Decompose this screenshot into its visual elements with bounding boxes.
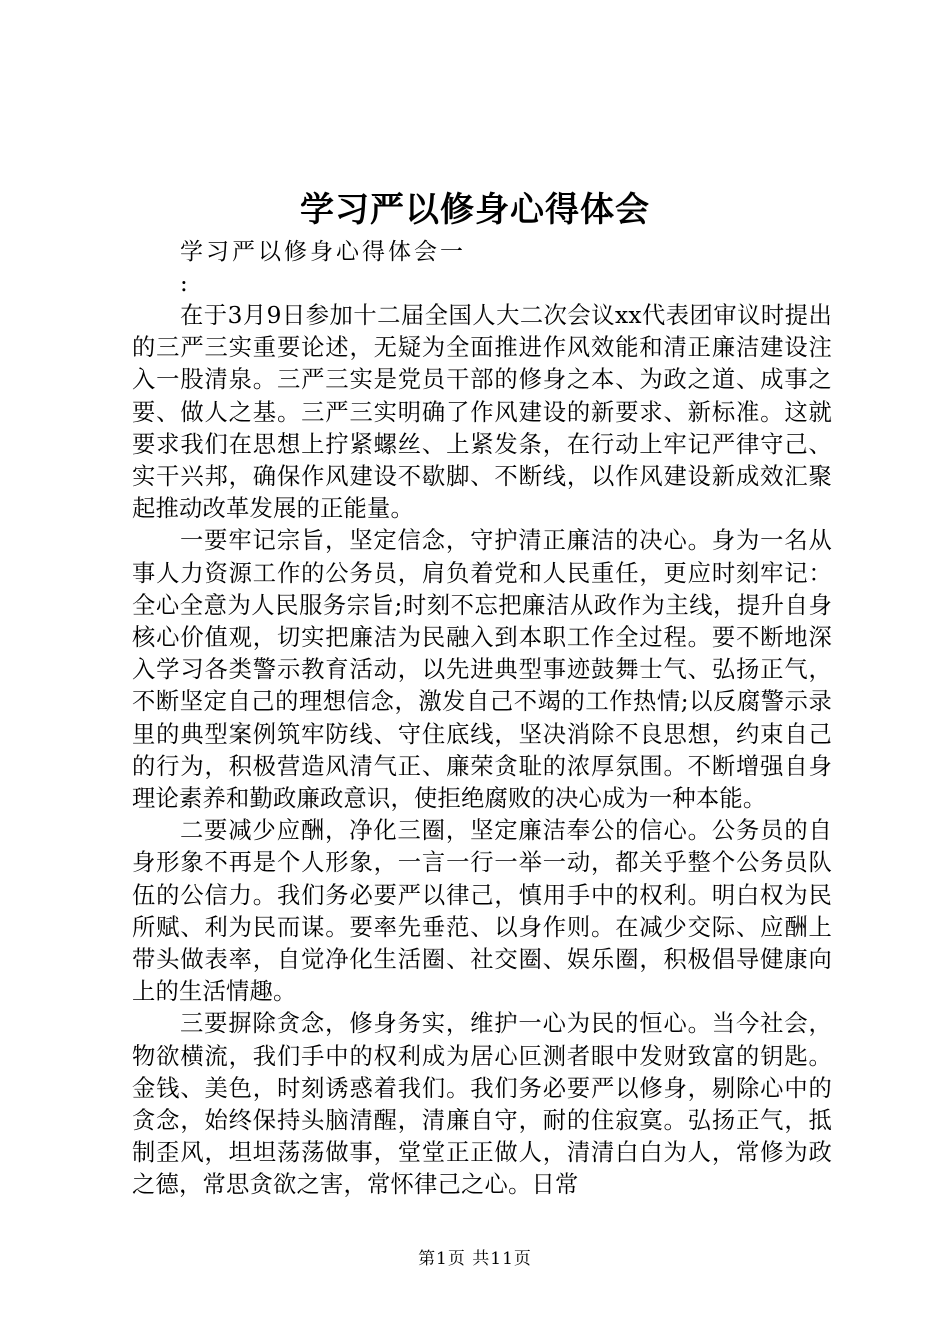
page-title: 学习严以修身心得体会	[300, 190, 650, 230]
document-body	[132, 236, 832, 1202]
document-subtitle: 学习严以修身心得体会一	[180, 239, 466, 265]
page-footer: 第1页 共11页	[418, 1249, 532, 1269]
paragraph-3: 二要减少应酬，净化三圈，坚定廉洁奉公的信心。公务员的自身形象不再是个人形象，一言一行一举一动，都关乎整个公务员队伍的公信力。我们务必要严以律己，慎用手中的权利。明白权为民所赋、利为民而谋。要率先垂范、以身作则。在减少交际、应酬上带头做表率，自觉净化生活圈、社交圈、娱乐圈，积极倡导健康向上的生活情趣。	[132, 817, 832, 1006]
subtitle-colon: :	[180, 271, 188, 297]
paragraph-4: 三要摒除贪念，修身务实，维护一心为民的恒心。当今社会，物欲横流，我们手中的权利成为居心叵测者眼中发财致富的钥匙。金钱、美色，时刻诱惑着我们。我们务必要严以修身，剔除心中的贪念，始终保持头脑清醒，清廉自守，耐的住寂寞。弘扬正气，抵制歪风，坦坦荡荡做事，堂堂正正做人，清清白白为人，常修为政之德，常思贪欲之害，常怀律己之心。日常	[132, 1010, 832, 1199]
paragraph-2: 一要牢记宗旨，坚定信念，守护清正廉洁的决心。身为一名从事人力资源工作的公务员，肩负着党和人民重任，更应时刻牢记：全心全意为人民服务宗旨;时刻不忘把廉洁从政作为主线，提升自身核心价值观，切实把廉洁为民融入到本职工作全过程。要不断地深入学习各类警示教育活动，以先进典型事迹鼓舞士气、弘扬正气，不断坚定自己的理想信念，激发自己不竭的工作热情;以反腐警示录里的典型案例筑牢防线、守住底线，坚决消除不良思想，约束自己的行为，积极营造风清气正、廉荣贪耻的浓厚氛围。不断增强自身理论素养和勤政廉政意识，使拒绝腐败的决心成为一种本能。	[132, 527, 832, 813]
paragraph-1: 在于3月9日参加十二届全国人大二次会议xx代表团审议时提出的三严三实重要论述，无疑为全面推进作风效能和清正廉洁建设注入一股清泉。三严三实是党员干部的修身之本、为政之道、成事之要、做人之基。三严三实明确了作风建设的新要求、新标准。这就要求我们在思想上拧紧螺丝、上紧发条，在行动上牢记严律守己、实干兴邦，确保作风建设不歇脚、不断线，以作风建设新成效汇聚起推动改革发展的正能量。	[132, 302, 832, 523]
